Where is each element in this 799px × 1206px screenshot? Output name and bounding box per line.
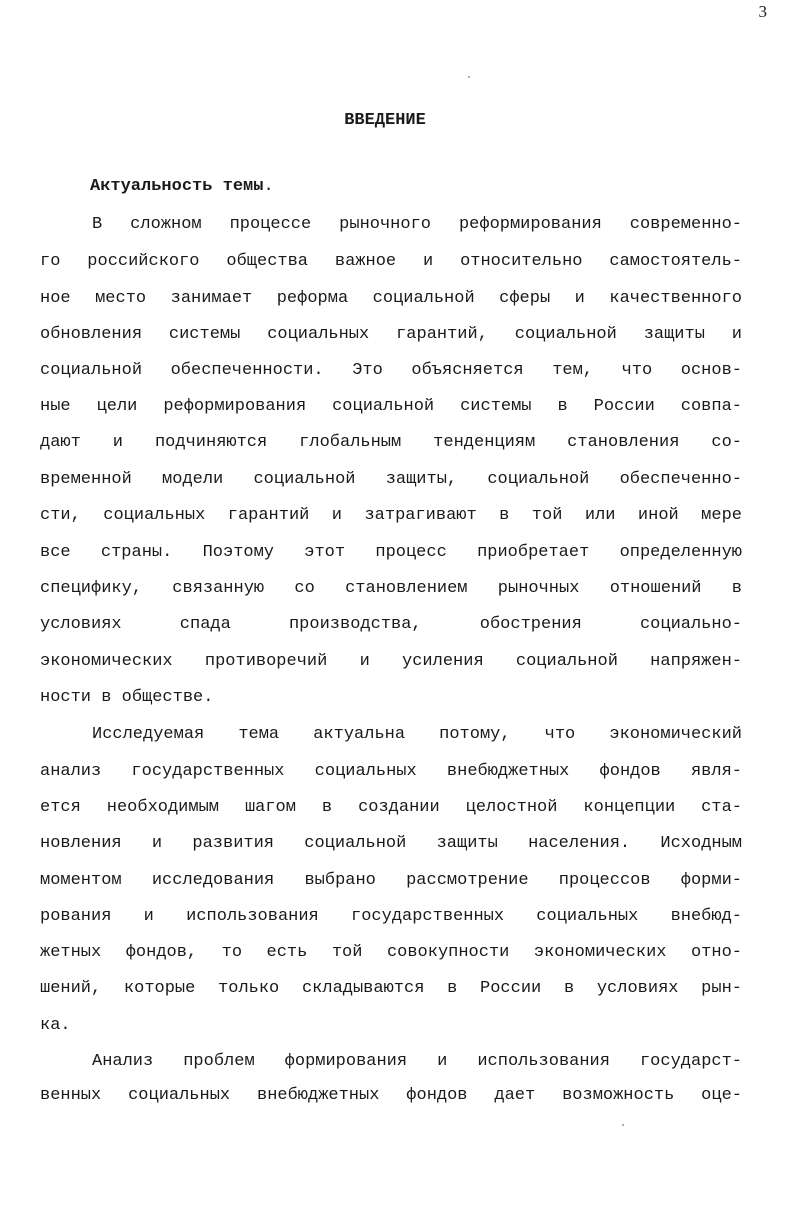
text-line: ные цели реформирования социальной системы в России совпа-	[40, 397, 742, 416]
text-line: специфику, связанную со становлением рыночных отношений в	[40, 579, 742, 598]
text-line: ется необходимым шагом в создании целостной концепции ста-	[40, 798, 742, 817]
text-line: Исследуемая тема актуальна потому, что экономический	[92, 725, 742, 744]
text-line: го российского общества важное и относительно самостоятель-	[40, 252, 742, 271]
section-subheading	[90, 177, 274, 196]
text-line: ности в обществе.	[40, 688, 214, 707]
text-line: рования и использования государственных социальных внебюд-	[40, 907, 742, 926]
text-line: новления и развития социальной защиты населения. Исходным	[40, 834, 742, 853]
scan-speck	[468, 76, 470, 78]
text-line: все страны. Поэтому этот процесс приобретает определенную	[40, 543, 742, 562]
text-line: обновления системы социальных гарантий, социальной защиты и	[40, 325, 742, 344]
scan-speck	[622, 1124, 624, 1126]
subheading-tail: .	[263, 177, 274, 196]
text-line: ка.	[40, 1016, 71, 1035]
page-title: ВВЕДЕНИЕ	[344, 111, 426, 130]
text-line: временной модели социальной защиты, социальной обеспеченно-	[40, 470, 742, 489]
text-line: жетных фондов, то есть той совокупности экономических отно-	[40, 943, 742, 962]
text-line: анализ государственных социальных внебюджетных фондов явля-	[40, 762, 742, 781]
text-line: ное место занимает реформа социальной сферы и качественного	[40, 289, 742, 308]
text-line: условиях спада производства, обострения социально-	[40, 615, 742, 634]
text-line: экономических противоречий и усиления социальной напряжен-	[40, 652, 742, 671]
text-line: дают и подчиняются глобальным тенденциям становления со-	[40, 433, 742, 452]
text-line: моментом исследования выбрано рассмотрение процессов форми-	[40, 871, 742, 890]
text-line: В сложном процессе рыночного реформирования современно-	[92, 215, 742, 234]
text-line: венных социальных внебюджетных фондов дает возможность оце-	[40, 1086, 742, 1105]
text-line: сти, социальных гарантий и затрагивают в той или иной мере	[40, 506, 742, 525]
subheading-bold-text: Актуальность темы	[90, 177, 264, 196]
text-line: шений, которые только складываются в России в условиях рын-	[40, 979, 742, 998]
text-line: социальной обеспеченности. Это объясняется тем, что основ-	[40, 361, 742, 380]
page-number: 3	[758, 2, 767, 21]
text-line: Анализ проблем формирования и использования государст-	[92, 1052, 742, 1071]
